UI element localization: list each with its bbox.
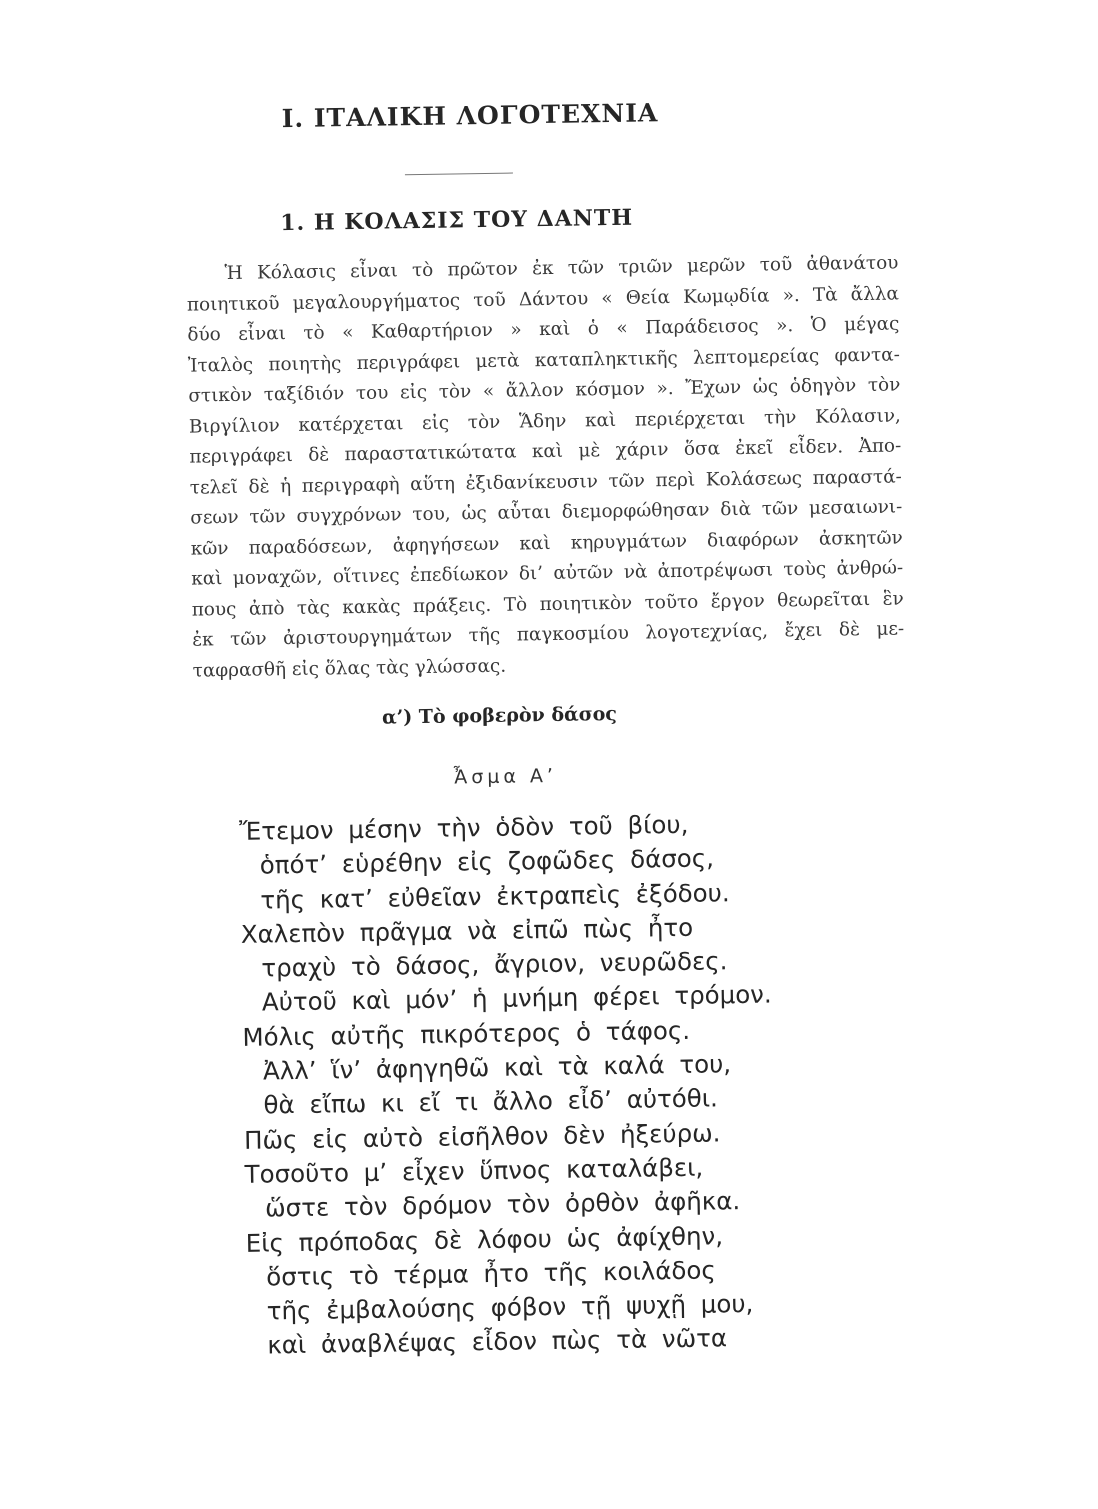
paragraph-line: ἐκ τῶν ἀριστουργημάτων τῆς παγκοσμίου λογοτεχνίας, ἔχει δὲ με- — [192, 618, 905, 651]
poem-line: τῆς ἐμβαλούσης φόβον τῇ ψυχῇ μου, — [266, 1289, 754, 1326]
paragraph-line: σεων τῶν συγχρόνων του, ὡς αὗται διεμορφώθησαν διὰ τῶν μεσαιωνι- — [190, 496, 903, 529]
poem — [239, 806, 808, 1363]
title-divider — [405, 173, 513, 176]
paragraph-line: δύο εἶναι τὸ « Καθαρτήριον » καὶ ὁ « Παράδεισος ». Ὁ μέγας — [187, 313, 900, 346]
poem-line: ὅστις τὸ τέρμα ἦτο τῆς κοιλάδος — [266, 1255, 716, 1292]
paragraph-line: κῶν παραδόσεων, ἀφηγήσεων καὶ κηρυγμάτων διαφόρων ἀσκητῶν — [190, 526, 903, 560]
chapter-title: I. ΙΤΑΛΙΚΗ ΛΟΓΟΤΕΧΝΙΑ — [281, 98, 659, 134]
canto-title: Ἆσμα Α’ — [453, 764, 558, 789]
poem-line: καὶ ἀναβλέψας εἶδον πὼς τὰ νῶτα — [267, 1323, 728, 1360]
paragraph-line: τελεῖ δὲ ἡ περιγραφὴ αὕτη ἐξιδανίκευσιν τῶν περὶ Κολάσεως παραστά- — [189, 465, 902, 499]
paragraph-line: Ἡ Κόλασις εἶναι τὸ πρῶτον ἐκ τῶν τριῶν μερῶν τοῦ ἀθανάτου — [224, 252, 899, 285]
poem-line: Μόλις αὐτῆς πικρότερος ὁ τάφος. — [242, 1015, 691, 1052]
poem-line: Πῶς εἰς αὐτὸ εἰσῆλθον δὲν ἠξεύρω. — [243, 1118, 721, 1155]
poem-line: ὁπότ’ εὑρέθην εἰς ζοφῶδες δάσος, — [259, 843, 715, 880]
subsection-title: α’) Τὸ φοβερὸν δάσος — [381, 702, 618, 729]
paragraph-line: καὶ μοναχῶν, οἵτινες ἐπεδίωκον δι’ αὐτῶν νὰ ἀποτρέψωσι τοὺς ἀνθρώ- — [191, 557, 904, 590]
paragraph-line: Βιργίλιον κατέρχεται εἰς τὸν Ἅδην καὶ περιέρχεται τὴν Κόλασιν, — [188, 404, 901, 438]
poem-line: Αὐτοῦ καὶ μόν’ ἡ μνήμη φέρει τρόμον. — [261, 980, 772, 1018]
paragraph-line: στικὸν ταξίδιόν του εἰς τὸν « ἄλλον κόσμον ». Ἔχων ὡς ὁδηγὸν τὸν — [188, 374, 901, 407]
poem-line: Τοσοῦτο μ’ εἶχεν ὕπνος καταλάβει, — [244, 1152, 704, 1189]
poem-line: Εἰς πρόποδας δὲ λόφου ὡς ἀφίχθην, — [245, 1220, 724, 1258]
section-title: 1. Η ΚΟΛΑΣΙΣ ΤΟΥ ΔΑΝΤΗ — [280, 204, 634, 237]
paragraph-line: Ἰταλὸς ποιητὴς περιγράφει μετὰ καταπληκτικῆς λεπτομερείας φαντα- — [187, 343, 900, 377]
paragraph-line: ποιητικοῦ μεγαλουργήματος τοῦ Δάντου « Θεία Κωμῳδία ». Τὰ ἄλλα — [186, 282, 900, 316]
poem-line: Χαλεπὸν πρᾶγμα νὰ εἰπῶ πὼς ἦτο — [240, 912, 694, 949]
poem-line: Ἀλλ’ ἵν’ ἀφηγηθῶ καὶ τὰ καλά του, — [262, 1049, 732, 1086]
poem-line: θὰ εἴπω κι εἴ τι ἄλλο εἶδ’ αὐτόθι. — [263, 1083, 719, 1120]
poem-line: τῆς κατ’ εὐθεῖαν ἐκτραπεὶς ἐξόδου. — [260, 877, 730, 915]
paragraph-line: πους ἀπὸ τὰς κακὰς πράξεις. Τὸ ποιητικὸν τοῦτο ἔργον θεωρεῖται ἓν — [191, 587, 904, 621]
poem-line: τραχὺ τὸ δάσος, ἄγριον, νευρῶδες. — [261, 946, 728, 983]
poem-line: ὥστε τὸν δρόμον τὸν ὀρθὸν ἀφῆκα. — [264, 1186, 741, 1223]
intro-paragraph — [186, 248, 905, 686]
paragraph-line: περιγράφει δὲ παραστατικώτατα καὶ μὲ χάριν ὅσα ἐκεῖ εἶδεν. Ἀπο- — [189, 435, 902, 468]
poem-line: Ἔτεμον μέσην τὴν ὁδὸν τοῦ βίου, — [239, 809, 689, 846]
paragraph-line: ταφρασθῆ εἰς ὅλας τὰς γλώσσας. — [192, 655, 507, 682]
